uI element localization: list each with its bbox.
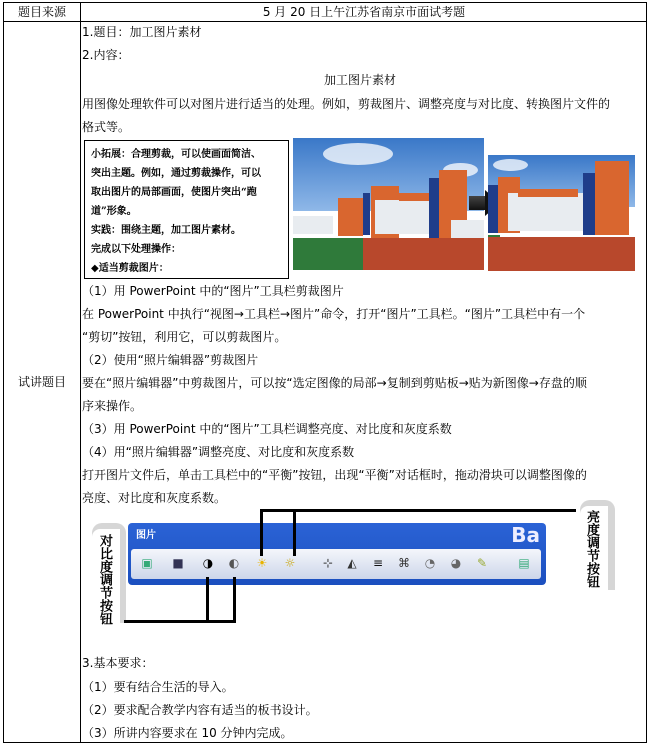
exam-table xyxy=(3,2,647,743)
side-label: 试讲题目 xyxy=(17,375,66,389)
box-line: 实践：围绕主题，加工图片素材。 xyxy=(91,225,241,236)
cropped-school-photo xyxy=(488,155,635,271)
box-line: 小拓展：合理剪裁，可以使画面简洁、 xyxy=(91,149,261,160)
requirement-item: （2）要求配合教学内容有适当的板书设计。 xyxy=(82,703,318,717)
more-brightness-icon[interactable]: ☀ xyxy=(256,556,268,570)
intro-line-2: 格式等。 xyxy=(82,120,131,134)
line-style-icon[interactable]: ≡ xyxy=(372,556,384,570)
step-1: （1）用 PowerPoint 中的“图片”工具栏剪裁图片 xyxy=(82,284,344,298)
step-3: （3）用 PowerPoint 中的“图片”工具栏调整亮度、对比度和灰度系数 xyxy=(82,422,452,436)
source-label: 题目来源 xyxy=(17,5,66,19)
requirement-item: （3）所讲内容要求在 10 分钟内完成。 xyxy=(82,726,293,740)
brightness-callout-line xyxy=(293,509,296,556)
more-contrast-icon[interactable]: ◑ xyxy=(202,556,214,570)
toolbar-body xyxy=(131,549,541,579)
requirements-heading: 3.基本要求： xyxy=(82,656,154,670)
reset-picture-icon[interactable]: ▤ xyxy=(518,556,530,570)
source-value: 5 月 20 日上午江苏省南京市面试考题 xyxy=(262,5,466,19)
box-line: ◆适当剪裁图片： xyxy=(91,263,169,274)
original-school-photo xyxy=(293,138,484,270)
step-4-desc-1: 打开图片文件后，单击工具栏中的“平衡”按钮，出现“平衡”对话框时，拖动滑块可以调整图像的 xyxy=(82,468,587,482)
extension-box xyxy=(84,140,289,279)
rotate-icon[interactable]: ◭ xyxy=(347,556,357,570)
crop-icon[interactable]: ⊹ xyxy=(322,556,334,570)
box-line: 道”形象。 xyxy=(91,206,137,217)
brightness-callout-label: 亮度调节按钮 xyxy=(584,510,599,588)
contrast-callout-label: 对比度调节按钮 xyxy=(97,534,112,625)
step-4-desc-2: 亮度、对比度和灰度系数。 xyxy=(82,491,227,505)
row-divider xyxy=(4,21,646,22)
step-2: （2）使用“照片编辑器”剪裁图片 xyxy=(82,353,259,367)
brightness-callout-line xyxy=(260,509,576,512)
picture-toolbar xyxy=(128,523,546,585)
column-divider xyxy=(80,3,81,742)
less-brightness-icon[interactable]: ☼ xyxy=(284,556,296,570)
step-2-desc-2: 序来操作。 xyxy=(82,399,143,413)
format-icon[interactable]: ◕ xyxy=(450,556,462,570)
compress-icon[interactable]: ⌘ xyxy=(398,556,410,570)
step-4: （4）用“照片编辑器”调整亮度、对比度和灰度系数 xyxy=(82,445,355,459)
toolbar-corner-text: Ba xyxy=(511,523,540,547)
requirement-item: （1）要有结合生活的导入。 xyxy=(82,680,234,694)
color-icon[interactable]: ■ xyxy=(172,556,184,570)
contrast-callout-line xyxy=(206,577,209,623)
content-heading: 2.内容： xyxy=(82,48,130,62)
box-line: 取出图片的局部画面，使图片突出“跑 xyxy=(91,187,257,198)
intro-line-1: 用图像处理软件可以对图片进行适当的处理。例如，剪裁图片、调整亮度与对比度、转换图片文件的 xyxy=(82,97,611,111)
brightness-callout-line xyxy=(260,509,263,556)
insert-picture-icon[interactable]: ▣ xyxy=(141,556,153,570)
box-line: 突出主题。例如，通过剪裁操作，可以 xyxy=(91,168,261,179)
box-line: 完成以下处理操作： xyxy=(91,244,181,255)
topic-line: 1.题目：加工图片素材 xyxy=(82,25,202,39)
text-wrap-icon[interactable]: ◔ xyxy=(424,556,436,570)
set-transparent-icon[interactable]: ✎ xyxy=(476,556,488,570)
contrast-callout-line xyxy=(124,620,236,623)
step-2-desc-1: 要在“照片编辑器”中剪裁图片，可以按“选定图像的局部→复制到剪贴板→贴为新图像→存盘的顺 xyxy=(82,376,587,390)
section-title: 加工图片素材 xyxy=(323,73,396,87)
less-contrast-icon[interactable]: ◐ xyxy=(228,556,240,570)
step-1-desc-2: “剪切”按钮，利用它，可以剪裁图片。 xyxy=(82,330,287,344)
toolbar-title: 图片 xyxy=(136,530,156,541)
step-1-desc-1: 在 PowerPoint 中执行“视图→工具栏→图片”命令，打开“图片”工具栏。“图片”工具栏中有一个 xyxy=(82,307,586,321)
contrast-callout-line xyxy=(233,577,236,623)
